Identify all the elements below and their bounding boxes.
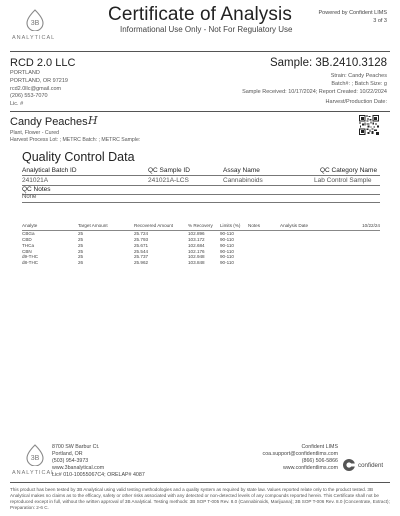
cell	[248, 260, 280, 266]
cell: 102.948	[188, 254, 205, 260]
cell: THCa	[22, 242, 34, 248]
logo-text: ANALYTICAL	[12, 35, 56, 41]
client-line: PORTLAND, OR 97219	[10, 77, 68, 84]
cell: 103.848	[188, 260, 205, 266]
footer-logo-text: ANALYTICAL	[12, 470, 56, 476]
address-line: Portland, OR	[52, 450, 83, 457]
col-analysis-date: Analysis Date	[280, 223, 324, 230]
3b-analytical-footer-logo-icon	[24, 444, 46, 466]
qc-sample-value: 241021A-LCS	[148, 177, 189, 184]
assay-name-value: Cannabinoids	[223, 177, 263, 184]
cell: 90-110	[220, 248, 234, 254]
confident-logo-icon	[342, 458, 356, 472]
cell: 90-110	[220, 260, 234, 266]
qc-notes-value: None	[22, 194, 37, 200]
cell: 25.793	[134, 236, 149, 242]
cell: 90-110	[220, 230, 234, 236]
batch-value-rule	[22, 185, 380, 186]
cell: 25	[78, 242, 84, 248]
cell: d9-THC	[22, 254, 39, 260]
lab-phone: (503) 954-3973	[52, 457, 89, 464]
qr-code-icon	[359, 115, 379, 135]
sample-strain: Strain: Candy Peaches	[330, 73, 387, 79]
cell: d8-THC	[22, 260, 39, 266]
svg-text:3B: 3B	[30, 455, 40, 462]
cell: 102.896	[188, 230, 205, 236]
sample-dates: Sample Received: 10/17/2024; Report Created: 10/22/2024	[242, 88, 387, 95]
qc-category-label: QC Category Name	[320, 167, 378, 174]
header-divider	[10, 51, 390, 52]
notes-value-rule	[22, 202, 380, 203]
sample-harvest-date: Harvest/Production Date:	[325, 99, 387, 106]
cell: 25.724	[134, 230, 149, 236]
svg-text:3B: 3B	[30, 20, 40, 27]
address-line: 8700 SW Barbur Ct.	[52, 444, 100, 450]
product-type: Plant, Flower - Cured	[10, 130, 60, 136]
cell: 102.176	[188, 248, 205, 254]
sample-batch: Batch#: ; Batch Size: g	[331, 80, 387, 87]
lab-address	[52, 444, 145, 479]
section-title: Quality Control Data	[22, 150, 135, 164]
cell	[324, 260, 380, 266]
product-name: Candy Peaches	[10, 116, 88, 128]
lab-license: Lic# 010-10055067C4; ORELAP# 4087	[52, 471, 145, 478]
product-details	[10, 130, 140, 144]
lab-website: www.3banalytical.com	[52, 464, 105, 471]
col-notes: Notes	[248, 223, 280, 230]
client-name: RCD 2.0 LLC	[10, 57, 76, 69]
powered-by	[319, 9, 387, 25]
powered-by-text: Powered by Confident LIMS	[318, 10, 387, 16]
analytical-batch-label: Analytical Batch ID	[22, 167, 77, 174]
cell: CBN	[22, 248, 32, 254]
cell: 90-110	[220, 242, 234, 248]
col-limits: Limits (%)	[220, 223, 248, 230]
lims-contact	[263, 444, 338, 472]
batch-header-rule	[22, 175, 380, 176]
cell: 102.684	[188, 242, 205, 248]
cell	[280, 260, 324, 266]
cell: 25	[78, 230, 84, 236]
sample-details	[242, 73, 387, 107]
cell: 103.172	[188, 236, 205, 242]
table-row	[22, 260, 380, 266]
recovery-table	[22, 223, 380, 266]
page-number: 3 of 3	[373, 18, 387, 24]
cell: 25	[78, 236, 84, 242]
cell: CBD	[22, 236, 32, 242]
handwritten-mark: H	[88, 114, 98, 127]
cell: 25.737	[134, 254, 149, 260]
analytical-batch-value: 241021A	[22, 177, 49, 184]
col-target-amount: Target Amount	[78, 223, 134, 230]
cell: 25	[78, 254, 84, 260]
lims-name: Confident LIMS	[301, 444, 338, 450]
cell: 25	[78, 248, 84, 254]
qc-category-value: Lab Control Sample	[314, 177, 372, 184]
col-recovered-amount: Recovered Amount	[134, 223, 188, 230]
footer-divider	[10, 482, 390, 483]
product-process: Harvest Process Lot: ; METRC Batch: ; METRC Sample:	[10, 136, 141, 143]
cell: 25.544	[134, 248, 149, 254]
3b-analytical-logo-icon	[24, 9, 46, 31]
page-title: Certificate of Analysis	[108, 4, 292, 25]
notes-header-rule	[22, 194, 380, 195]
client-email: rcd2.0llc@gmail.com	[10, 85, 62, 92]
lims-phone: (866) 506-5866	[301, 457, 338, 464]
client-line: PORTLAND	[10, 70, 40, 76]
col-percent-recovery: % Recovery	[188, 223, 220, 230]
cell: 90-110	[220, 254, 234, 260]
disclaimer-text: This product has been tested by 3B Analytical using valid testing methodologies and a quality system as required by state law. Values reported relate only to the product tested. 3B Analytical makes no claims as to the efficacy, safety or other risks associated with any detected or non-detected levels of any compounds reported herein. This Certificate shall not be reproduced except in full, without the written approval of 3B Analytical. Testing methods: 3B SOP T-005 Rev. 8.0 (Cannabinoids, Marijuana); 3B SOP T-006 Rev. 8.0 (Concentrate, Extract); Preparation: 2-6 C.	[10, 487, 390, 510]
cell: 26	[78, 260, 84, 266]
sample-id: Sample: 3B.2410.3128	[269, 57, 387, 69]
client-address	[10, 70, 68, 109]
table-header-row	[22, 223, 380, 230]
col-date-value: 10/22/24	[324, 223, 380, 230]
confident-logo-text: confident	[358, 462, 384, 469]
lims-email: coa.support@confidentlims.com	[262, 450, 338, 457]
cell: CBGa	[22, 230, 35, 236]
cell: 25.962	[134, 260, 149, 266]
page-subtitle: Informational Use Only - Not For Regulatory Use	[120, 25, 293, 34]
assay-name-label: Assay Name	[223, 167, 260, 174]
cell: 25.671	[134, 242, 149, 248]
lims-website: www.confidentlims.com	[282, 464, 338, 471]
cell: 90-110	[220, 236, 234, 242]
client-license: Lic. #	[10, 101, 24, 108]
client-phone: (206) 553-7070	[10, 93, 48, 100]
qc-notes-label: QC Notes	[22, 186, 51, 193]
col-analyte: Analyte	[22, 223, 78, 230]
qc-sample-label: QC Sample ID	[148, 167, 190, 174]
client-divider	[10, 111, 390, 112]
